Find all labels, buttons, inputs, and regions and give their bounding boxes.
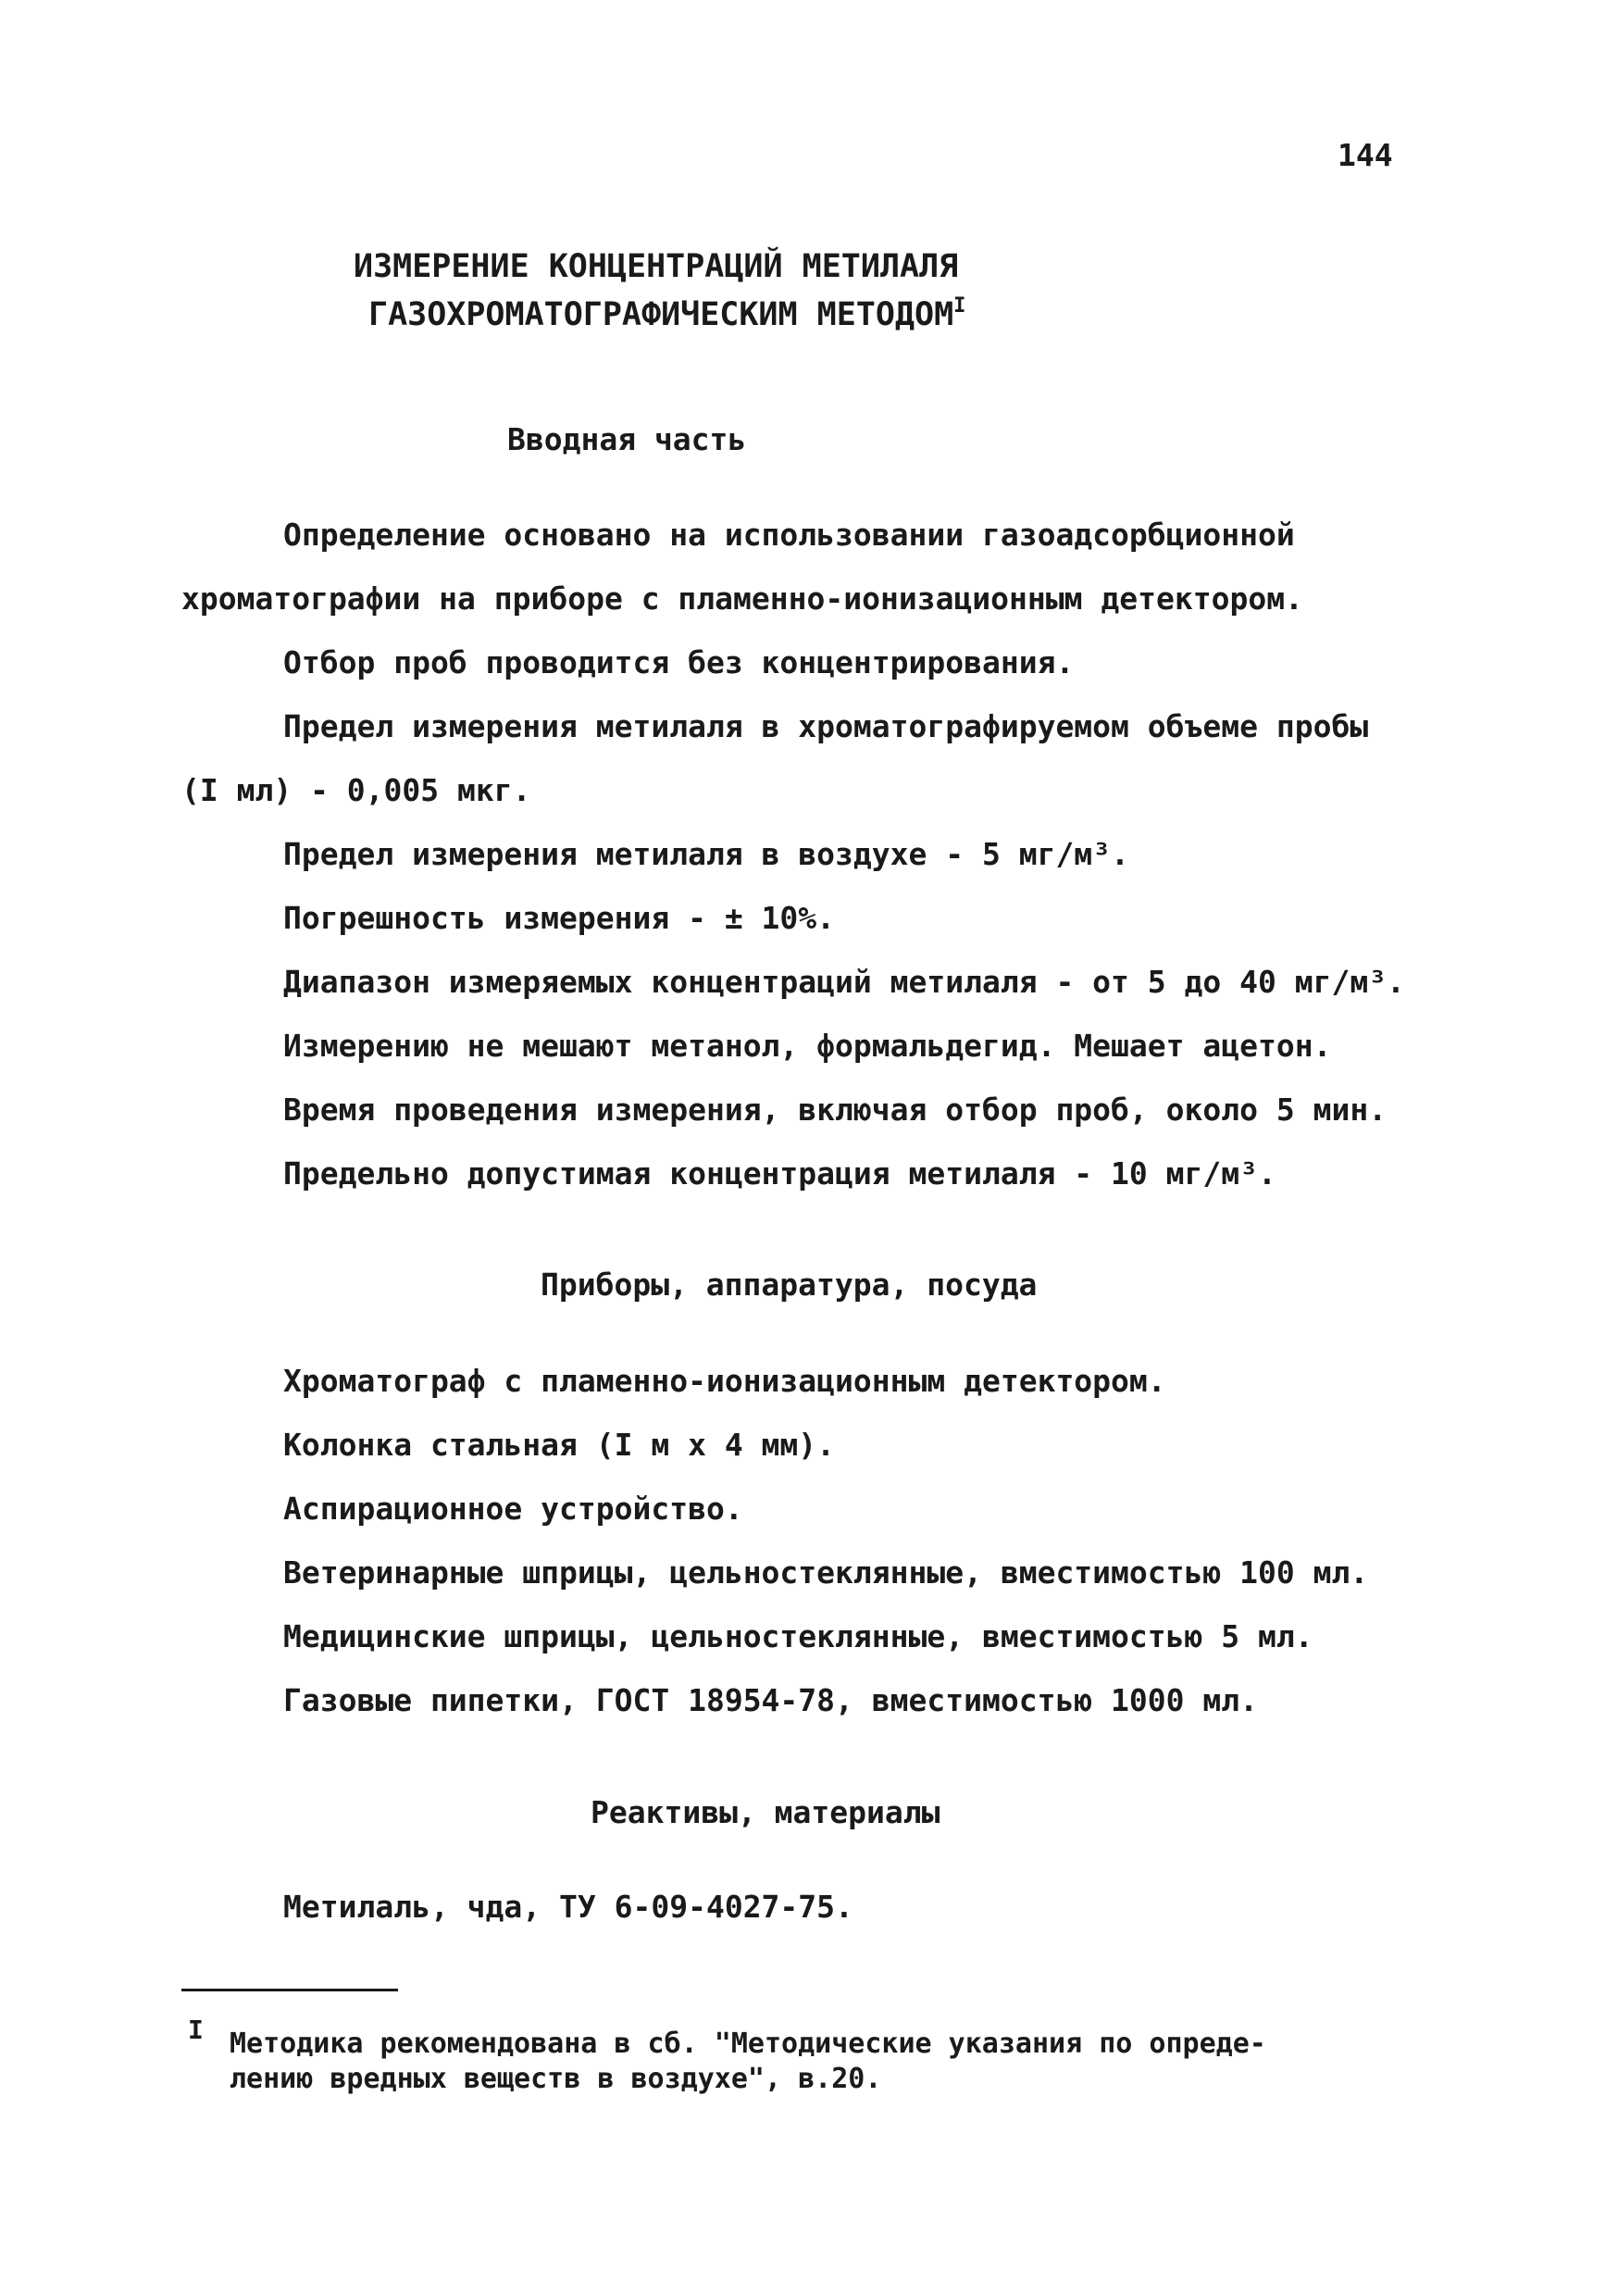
section-heading-equipment: Приборы, аппаратура, посуда [541, 1267, 1038, 1303]
reagent-line: Метилаль, чда, ТУ 6-09-4027-75. [283, 1889, 853, 1925]
intro-line: Время проведения измерения, включая отбор проб, около 5 мин. [283, 1092, 1388, 1128]
title-line-2-text: ГАЗОХРОМАТОГРАФИЧЕСКИМ МЕТОДОМ [368, 296, 954, 333]
intro-line: Отбор проб проводится без концентрирования. [283, 644, 1075, 680]
intro-line: (I мл) - 0,005 мкг. [181, 772, 531, 808]
title-line-1: ИЗМЕРЕНИЕ КОНЦЕНТРАЦИЙ МЕТИЛАЛЯ [354, 248, 959, 285]
section-heading-reagents: Реактивы, материалы [591, 1794, 940, 1830]
footnote-divider [181, 1989, 398, 1991]
equipment-line: Колонка стальная (I м х 4 мм). [283, 1427, 836, 1463]
intro-line: Предел измерения метилаля в воздухе - 5 мг/м³. [283, 836, 1129, 872]
intro-line: Определение основано на использовании газоадсорбционной [283, 517, 1295, 553]
equipment-line: Хроматограф с пламенно-ионизационным детектором. [283, 1363, 1166, 1399]
intro-line: Предельно допустимая концентрация метилаля - 10 мг/м³. [283, 1155, 1276, 1192]
intro-line: Погрешность измерения - ± 10%. [283, 900, 836, 936]
page-number: 144 [1338, 137, 1393, 173]
intro-line: хроматографии на приборе с пламенно-ионизационным детектором. [181, 580, 1303, 617]
footnote-mark: I [188, 2015, 204, 2045]
intro-line: Измерению не мешают метанол, формальдегид. Мешает ацетон. [283, 1028, 1332, 1064]
equipment-line: Ветеринарные шприцы, цельностеклянные, вместимостью 100 мл. [283, 1554, 1369, 1591]
equipment-line: Медицинские шприцы, цельностеклянные, вместимостью 5 мл. [283, 1618, 1313, 1654]
footnote-line-1: Методика рекомендована в сб. "Методические указания по опреде- [230, 2028, 1266, 2060]
title-footnote-mark: I [953, 294, 966, 318]
equipment-line: Газовые пипетки, ГОСТ 18954-78, вместимостью 1000 мл. [283, 1682, 1258, 1718]
title-line-2 [368, 296, 965, 333]
section-heading-intro: Вводная часть [507, 421, 747, 457]
equipment-line: Аспирационное устройство. [283, 1491, 743, 1527]
intro-line: Диапазон измеряемых концентраций метилаля - от 5 до 40 мг/м³. [283, 964, 1405, 1000]
intro-line: Предел измерения метилаля в хроматографируемом объеме пробы [283, 708, 1369, 744]
footnote-line-2: лению вредных веществ в воздухе", в.20. [230, 2063, 882, 2095]
